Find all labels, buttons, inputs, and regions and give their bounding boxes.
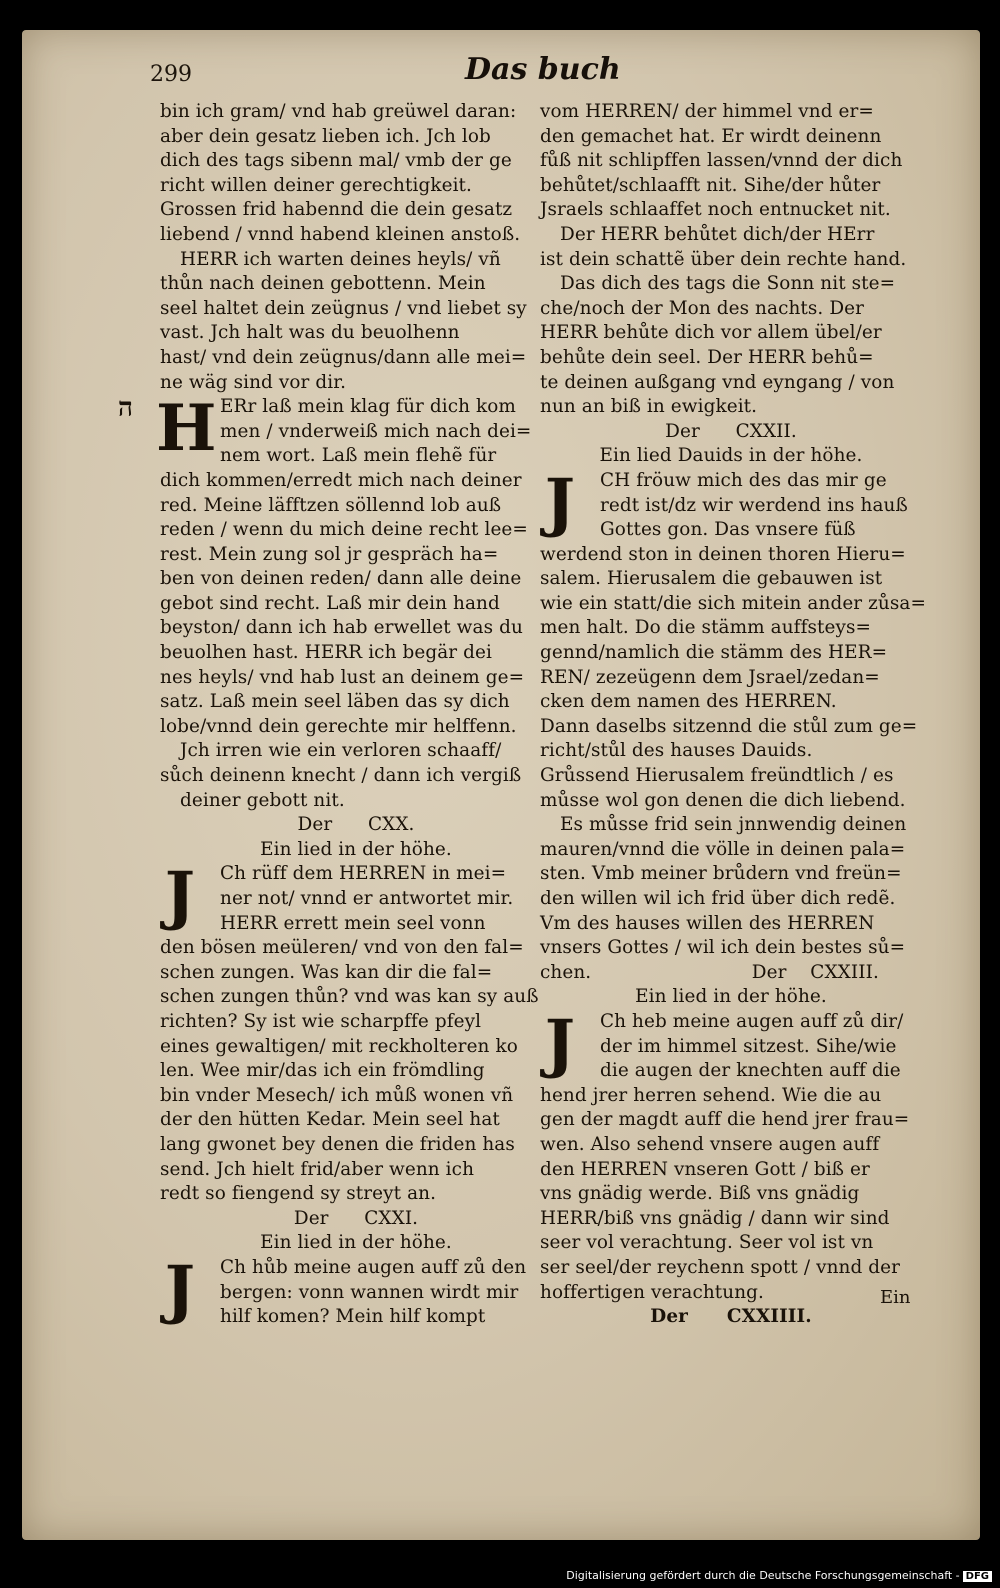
psalm-heading: chen. Der CXXIII. [540,961,879,983]
text-line: Vm des hauses willen des HERREN [540,912,875,934]
dfg-logo: DFG [963,1571,992,1582]
left-block-2 [156,391,552,813]
left-column [156,100,552,1330]
text-line: seer vol verachtung. Seer vol ist vn [540,1232,874,1254]
text-line: ist dein schattẽ über dein rechte hand. [540,248,907,270]
text-line: red. Meine läfftzen söllennd lob auß [160,494,502,516]
text-line: rest. Mein zung sol jr gespräch ha= [160,543,499,565]
text-line: vast. Jch halt was du beuolhenn [160,322,460,344]
right-column [540,100,926,1330]
text-line: lobe/vnnd dein gerechte mir helffenn. [160,715,517,737]
left-block-3 [160,858,552,1206]
text-line: behůte dein seel. Der HERR behů= [540,346,874,368]
drop-initial: J [544,464,576,540]
right-block-1 [540,100,922,420]
text-line: HERR/biß vns gnädig / dann wir sind [540,1207,890,1229]
text-line: REN/ zezeügenn dem Jsrael/zedan= [540,666,880,688]
text-line: lang gwonet bey denen die friden has [160,1133,515,1155]
text-line: beuolhen hast. HERR ich begär dei [160,642,492,664]
text-line: redt ist/dz wir werdend ins hauß [600,494,908,516]
text-line: aber dein gesatz lieben ich. Jch lob [160,125,491,147]
text-line: seel haltet dein zeügnus / vnd liebet sy [160,297,527,319]
text-line: redt so fiengend sy streyt an. [160,1183,437,1205]
psalm-title: Ein lied Dauids in der höhe. [599,445,863,467]
right-block-2 [540,464,926,961]
text-line: hilf komen? Mein hilf kompt [220,1306,486,1328]
text-line: nes heyls/ vnd hab lust an deinem ge= [160,666,525,688]
text-line: Gottes gon. Das vnsere füß [600,519,856,541]
psalm-heading: Der CXX. [297,814,415,836]
footer-text: Digitalisierung gefördert durch die Deutsche Forschungsgemeinschaft - [566,1569,960,1582]
text-line: schen zungen thůn? vnd was kan sy auß [160,986,539,1008]
text-line: nun an biß in ewigkeit. [540,396,758,418]
text-line: Grůssend Hierusalem freündtlich / es [540,765,894,787]
text-line: dich des tags sibenn mal/ vmb der ge [160,150,512,172]
text-line: men halt. Do die stämm auffsteys= [540,617,872,639]
text-line: hoffertigen verachtung. [540,1281,764,1303]
catchword: Ein [880,1287,911,1308]
text-line: vom HERREN/ der himmel vnd er= [540,101,874,122]
text-line: Dann daselbs sitzennd die stůl zum ge= [540,715,918,737]
text-line: die augen der knechten auff die [600,1060,901,1082]
text-line: hend jrer herren sehend. Wie die au [540,1084,882,1106]
text-line: te deinen außgang vnd eyngang / von [540,371,895,393]
left-block-1 [160,100,552,395]
psalm-title: Ein lied in der höhe. [260,838,452,860]
text-line: Grossen frid habennd die dein gesatz [160,199,513,221]
text-line: richt/stůl des hauses Dauids. [540,740,813,762]
text-line: Ch rüff dem HERREN in mei= [220,863,507,885]
text-line: den HERREN vnseren Gott / biß er [540,1158,870,1180]
text-line: wie ein statt/die sich mitein ander zůsa= [540,592,926,614]
text-line: Ch hůb meine augen auff zů den [220,1256,527,1278]
text-line: Das dich des tags die Sonn nit ste= [560,273,896,295]
text-line: vnsers Gottes / wil ich dein bestes sů= [540,937,906,959]
drop-initial: J [164,858,196,934]
text-line: sůch deinenn knecht / dann ich vergiß [160,765,522,787]
text-line: bin ich gram/ vnd hab greüwel daran: [160,101,517,122]
text-line: mauren/vnnd die völle in deinen pala= [540,838,906,860]
text-line: HERR ich warten deines heyls/ vñ [180,248,501,270]
text-line: gen der magdt auff die hend jrer frau= [540,1109,910,1131]
text-line: fůß nit schlipffen lassen/vnnd der dich [540,150,903,172]
text-line: den willen wil ich frid über dich redẽ. [540,888,896,909]
text-line: len. Wee mir/das ich ein frömdling [160,1060,485,1082]
footer-credit [566,1569,992,1582]
text-line: dich kommen/erredt mich nach deiner [160,469,522,491]
text-line: che/noch der Mon des nachts. Der [540,297,865,319]
right-block-3 [540,1005,922,1305]
text-line: eines gewaltigen/ mit reckholteren ko [160,1035,518,1057]
psalm-title: Ein lied in der höhe. [635,986,827,1008]
text-line: ne wäg sind vor dir. [160,371,347,393]
text-line: můsse wol gon denen die dich liebend. [540,789,906,811]
drop-initial: J [544,1005,576,1081]
text-line: HERR behůte dich vor allem übel/er [540,322,882,344]
text-line: Jch irren wie ein verloren schaaff/ [180,740,502,762]
text-line: behůtet/schlaafft nit. Sihe/der hůter [540,174,881,196]
text-line: Der HERR behůtet dich/der HErr [560,223,875,245]
text-line: Ch heb meine augen auff zů dir/ [600,1010,904,1032]
text-line: salem. Hierusalem die gebauwen ist [540,568,883,590]
text-line: satz. Laß mein seel läben das sy dich [160,691,510,713]
text-line: sten. Vmb meiner brůdern vnd freün= [540,863,902,885]
text-line: Es můsse frid sein jnnwendig deinen [560,814,907,836]
text-line: ben von deinen reden/ dann alle deine [160,568,522,590]
text-line: deiner gebott nit. [180,789,345,811]
text-line: ser seel/der reychenn spott / vnnd der [540,1256,901,1278]
text-line: Jsraels schlaaffet noch entnucket nit. [540,199,891,221]
text-line: nem wort. Laß mein flehẽ für [220,445,497,467]
text-line: send. Jch hielt frid/aber wenn ich [160,1158,475,1180]
drop-initial: H [156,391,217,467]
text-line: werdend ston in deinen thoren Hieru= [540,543,906,565]
psalm-heading: Der CXXI. [293,1207,419,1229]
text-line: den bösen meüleren/ vnd von den fal= [160,937,524,959]
text-line: hast/ vnd dein zeügnus/dann alle mei= [160,346,527,368]
drop-initial: J [164,1251,196,1327]
text-line: wen. Also sehend vnsere augen auff [540,1133,880,1155]
text-line: ner not/ vnnd er antwortet mir. [220,888,514,909]
text-line: bergen: vonn wannen wirdt mir [220,1281,519,1303]
page-header [150,52,930,92]
running-title: Das buch [465,52,621,87]
text-line: der den hütten Kedar. Mein seel hat [160,1109,500,1131]
text-line: den gemachet hat. Er wirdt deinenn [540,125,882,147]
text-line: gennd/namlich die stämm des HER= [540,642,888,664]
text-line: bin vnder Mesech/ ich můß wonen vñ [160,1084,514,1106]
page-number: 299 [150,62,192,87]
text-line: beyston/ dann ich hab erwellet was du [160,617,523,639]
text-line: schen zungen. Was kan dir die fal= [160,961,493,983]
psalm-title: Ein lied in der höhe. [260,1232,452,1254]
text-line: gebot sind recht. Laß mir dein hand [160,592,500,614]
psalm-heading: Der CXXIIII. [650,1306,812,1328]
text-line: men / vnderweiß mich nach dei= [220,420,532,442]
left-block-4 [160,1251,552,1330]
text-line: HERR errett mein seel vonn [220,912,486,934]
text-line: vns gnädig werde. Biß vns gnädig [540,1183,860,1205]
text-line: liebend / vnnd habend kleinen anstoß. [160,223,521,245]
text-line: cken dem namen des HERREN. [540,691,837,713]
text-line: richt willen deiner gerechtigkeit. [160,174,472,196]
margin-letter: ה [118,393,133,423]
psalm-heading: Der CXXII. [665,420,797,442]
text-line: der im himmel sitzest. Sihe/wie [600,1035,897,1057]
text-line: CH fröuw mich des das mir ge [600,469,887,491]
text-line: thůn nach deinen gebottenn. Mein [160,273,486,295]
text-line: richten? Sy ist wie scharpffe pfeyl [160,1010,482,1032]
text-line: ERr laß mein klag für dich kom [220,396,516,418]
text-line: reden / wenn du mich deine recht lee= [160,519,528,541]
